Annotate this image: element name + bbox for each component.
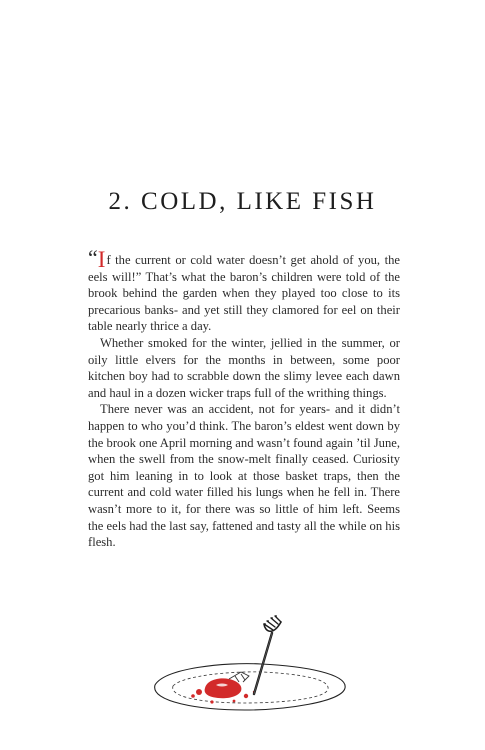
opening-quote-mark: “ [88, 245, 98, 270]
paragraph-1 [88, 245, 400, 335]
paragraph-1-text: f the current or cold water doesn’t get ahold of you, the eels will!” That’s what the baron’s children were told of the brook behind the garden when they played too close to its precarious banks- and yet still they clamored for eel on their table nearly thrice a day. [88, 253, 400, 334]
paragraph-3: There never was an accident, not for years- and it didn’t happen to who you’d think. The baron’s eldest went down by the brook one April morning and wasn’t found again ’til June, when the swell from the snow-melt finally ceased. Curiosity got him leaning in to look at those basket traps, then the current and cold water filled his lungs when he fell in. There wasn’t more to it, for there was so little of him left. Seems the eels had the last say, fattened and tasty all the while on his flesh. [88, 402, 400, 550]
fork [254, 616, 281, 694]
chapter-body [88, 245, 400, 551]
fork-in-plate-icon [145, 606, 355, 726]
drop-cap-letter: I [97, 247, 106, 272]
red-food-splash [191, 678, 255, 703]
plate-inner-rim [173, 672, 328, 703]
chapter-title: 2. COLD, LIKE FISH [108, 188, 377, 215]
paragraph-2: Whether smoked for the winter, jellied in the summer, or oily little elvers for the months in between, some poor kitchen boy had to scrabble down the slimy levee each dawn and haul in a dozen wicker traps full of the writhing things. [88, 335, 400, 400]
fork-in-plate-illustration [145, 606, 355, 726]
